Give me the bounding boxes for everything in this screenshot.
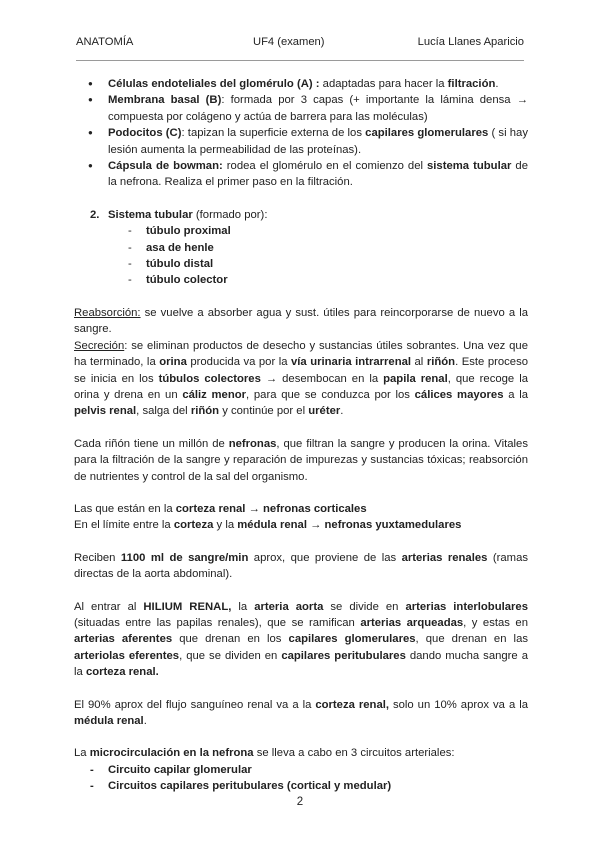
circuit-name: Circuito capilar glomerular xyxy=(108,763,252,776)
text-run: se lleva a cabo en 3 circuitos arteriales: xyxy=(253,747,455,760)
bullet-item xyxy=(74,158,528,191)
paragraph xyxy=(74,697,528,730)
tubule-item xyxy=(74,272,528,288)
paragraphs xyxy=(74,305,528,762)
tubule-item xyxy=(74,240,528,256)
text-run: y la xyxy=(213,519,238,532)
bold-text: Membrana basal (B) xyxy=(108,94,222,107)
text-run: a la xyxy=(503,388,528,401)
text-run: , que filtran la sangre y producen la orina. Vitales para la filtración de la sangre y reparación de impurezas y sustancias tóxicas; reabsorción de nutrientes y control de la sal del organismo. xyxy=(74,437,528,483)
spacer xyxy=(74,583,528,599)
tubule-item xyxy=(74,223,528,239)
underlined-term: Reabsorción: xyxy=(74,306,141,319)
bold-text: nefronas xyxy=(228,437,277,450)
circuit-item xyxy=(74,762,528,778)
bold-text: vía urinaria intrarrenal xyxy=(291,356,412,369)
text-run: , salga del xyxy=(136,405,191,418)
bold-text: corteza xyxy=(173,519,214,532)
header-divider xyxy=(76,60,524,61)
tubule-item xyxy=(74,256,528,272)
bold-text: túbulos colectores xyxy=(158,372,261,385)
dash-marker: - xyxy=(128,241,132,254)
tubule-name: asa de henle xyxy=(146,241,214,254)
bold-text: capilares glomerulares xyxy=(288,633,416,646)
text-run: adaptadas para hacer la xyxy=(319,78,448,90)
dash-marker: - xyxy=(90,763,94,776)
bold-text: pelvis renal xyxy=(74,405,137,418)
bold-text: cáliz menor xyxy=(182,388,247,401)
tubule-name: túbulo colector xyxy=(146,274,228,287)
text-run: rodea el glomérulo en el comienzo del xyxy=(222,160,428,173)
paragraph xyxy=(74,436,528,485)
text-run: Reciben xyxy=(74,551,121,564)
document-body xyxy=(74,76,528,795)
text-run: : formada por 3 capas (+ importante la lámina densa → compuesta por colágeno y actúa de barrera para las moléculas) xyxy=(108,94,528,123)
bold-text: corteza renal → nefronas corticales xyxy=(175,502,367,515)
text-run: , que se dividen en xyxy=(179,649,282,662)
bold-text: arteria aorta xyxy=(254,600,324,613)
bold-text: arterias aferentes xyxy=(74,633,173,646)
bold-text: médula renal xyxy=(74,715,144,727)
text-run: ( si hay lesión aumenta la permeabilidad de las proteínas). xyxy=(108,127,528,156)
header-author: Lucía Llanes Aparicio xyxy=(417,36,524,48)
text-run: (formado por): xyxy=(192,208,268,221)
underlined-term: Secreción xyxy=(74,339,125,352)
numbered-item xyxy=(74,207,528,223)
bullet-item xyxy=(74,76,528,92)
dash-marker: - xyxy=(128,274,132,287)
bullet-item xyxy=(74,92,528,125)
text-run: producida va por la xyxy=(186,356,292,369)
bold-text: corteza renal, xyxy=(315,698,390,711)
bold-text: arterias renales xyxy=(401,551,488,564)
bullet-list xyxy=(74,76,528,191)
text-run: , que recoge la orina y drena en un xyxy=(74,372,528,401)
bold-text: corteza renal. xyxy=(85,666,159,679)
paragraph xyxy=(74,745,528,761)
bold-text: riñón xyxy=(190,405,220,418)
bold-text: arterias arqueadas xyxy=(360,616,464,629)
bold-text: microcirculación en la nefrona xyxy=(89,747,254,760)
header-title: ANATOMÍA xyxy=(76,36,134,48)
bold-text: cálices mayores xyxy=(414,388,504,401)
text-run: , para que se conduzca por los xyxy=(246,388,415,401)
numbered-heading xyxy=(108,209,267,221)
text-run: , y estas en xyxy=(463,616,528,629)
text-run: , que drenan en las xyxy=(415,633,528,646)
bold-text: filtración xyxy=(447,78,496,90)
paragraph xyxy=(74,501,528,517)
bold-text: sistema tubular xyxy=(427,160,512,173)
text-run: . xyxy=(340,405,344,418)
text-run: El 90% aprox del flujo sanguíneo renal va a la xyxy=(74,698,316,711)
text-run: la xyxy=(231,600,255,613)
bold-text: capilares glomerulares xyxy=(365,127,489,140)
bold-text: Células endoteliales del glomérulo (A) : xyxy=(108,78,320,90)
text-run: se divide en xyxy=(323,600,406,613)
paragraph xyxy=(74,517,528,533)
bold-text: 1100 ml de sangre/min xyxy=(120,551,249,564)
text-run: que drenan en los xyxy=(172,633,289,646)
circuit-item xyxy=(74,778,528,794)
text-run: solo un 10% aprox va a la xyxy=(389,698,528,711)
spacer xyxy=(74,420,528,436)
bold-text: arterias interlobulares xyxy=(405,600,528,613)
bold-text: Sistema tubular xyxy=(108,208,193,221)
text-run: Al entrar al xyxy=(74,600,144,613)
bold-text: Cápsula de bowman: xyxy=(108,160,223,173)
bullet-item xyxy=(74,125,528,158)
bold-text: capilares peritubulares xyxy=(281,649,406,662)
header-exam: UF4 (examen) xyxy=(253,36,325,48)
text-run: . xyxy=(495,78,499,90)
page-number: 2 xyxy=(296,796,304,808)
bold-text: riñón xyxy=(426,356,456,369)
bold-text: médula renal → nefronas yuxtamedulares xyxy=(237,519,462,532)
spacer xyxy=(74,289,528,305)
text-run: . xyxy=(143,715,147,727)
text-run: : se eliminan productos de desecho y sustancias útiles sobrantes. Una vez que ha terminado, la xyxy=(74,339,528,369)
text-run: En el límite entre la xyxy=(74,519,174,532)
tubular-list xyxy=(74,223,528,289)
dash-marker: - xyxy=(90,780,94,793)
text-run: (ramas directas de la aorta abdominal). xyxy=(74,551,529,581)
bold-text: HILIUM RENAL, xyxy=(143,600,232,613)
text-run: La xyxy=(74,747,90,760)
spacer xyxy=(74,534,528,550)
text-run: (situadas entre las papilas renales), que se ramifican xyxy=(74,616,361,629)
text-run: y continúe por el xyxy=(219,405,309,418)
paragraph xyxy=(74,550,528,583)
spacer xyxy=(74,485,528,501)
bold-text: orina xyxy=(159,356,187,369)
paragraph xyxy=(74,305,528,338)
paragraph xyxy=(74,599,528,681)
tubule-name: túbulo distal xyxy=(146,258,214,271)
text-run: . Este proceso se inicia en los xyxy=(74,356,529,385)
text-run: → desembocan en la xyxy=(260,372,384,385)
dash-marker: - xyxy=(128,225,132,238)
text-run: Cada riñón tiene un millón de xyxy=(74,437,229,450)
text-run: se vuelve a absorber agua y sust. útiles para reincorporarse de nuevo a la sangre. xyxy=(74,306,528,336)
circuit-list xyxy=(74,762,528,795)
text-run: de la nefrona. Realiza el primer paso en la filtración. xyxy=(108,160,528,189)
tubule-name: túbulo proximal xyxy=(146,225,231,238)
spacer xyxy=(74,729,528,745)
text-run: dando mucha sangre a la xyxy=(74,649,528,679)
bold-text: uréter xyxy=(308,405,341,418)
text-run: Las que están en la xyxy=(74,502,176,515)
text-run: al xyxy=(411,356,427,369)
bold-text: Podocitos (C) xyxy=(108,127,182,140)
spacer xyxy=(74,681,528,697)
paragraph xyxy=(74,338,528,420)
text-run: : tapizan la superficie externa de los xyxy=(181,127,366,140)
circuit-name: Circuitos capilares peritubulares (cortical y medular) xyxy=(108,780,392,793)
bold-text: arteriolas eferentes xyxy=(74,649,180,662)
bold-text: papila renal xyxy=(383,372,448,385)
dash-marker: - xyxy=(128,258,132,271)
text-run: aprox, que proviene de las xyxy=(248,551,402,564)
item-number: 2. xyxy=(90,208,100,221)
spacer xyxy=(74,191,528,207)
